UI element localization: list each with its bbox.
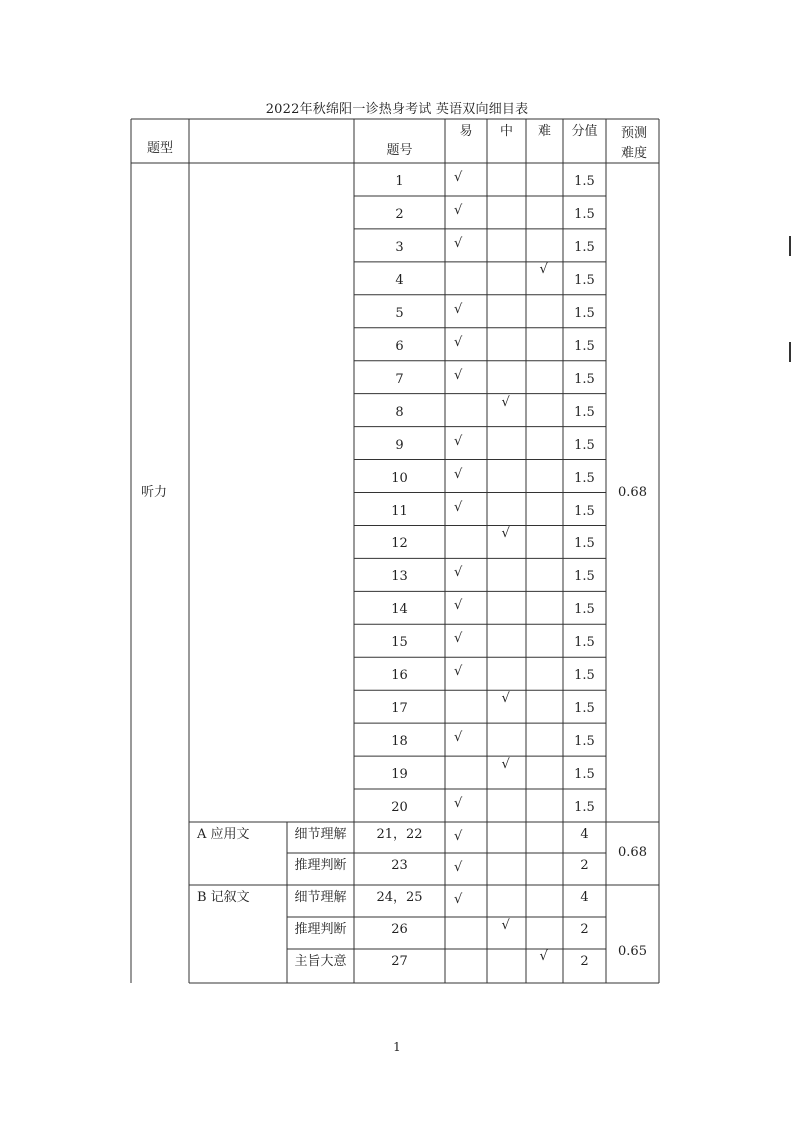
check-mark-easy: √ [454,367,463,383]
check-mark-easy: √ [454,664,463,680]
passage-b-label: B 记叙文 [197,890,250,905]
check-mark-easy: √ [454,202,463,218]
question-number: 7 [395,371,404,387]
question-number: 8 [395,404,404,420]
question-number: 1 [395,174,404,189]
question-score: 1.5 [574,635,595,651]
question-number: 21，22 [376,827,423,842]
question-score: 2 [580,858,589,873]
question-score: 1.5 [574,305,595,321]
question-number: 20 [391,800,408,816]
question-score: 1.5 [574,668,595,684]
question-number: 14 [391,602,408,618]
passage-b-difficulty: 0.65 [618,944,647,959]
question-number: 2 [395,206,404,222]
question-score: 1.5 [574,602,595,618]
question-number: 13 [391,569,408,585]
question-score: 1.5 [574,800,595,816]
skill-label: 推理判断 [294,922,347,937]
check-mark-easy: √ [454,860,463,875]
listening-difficulty: 0.68 [618,485,647,500]
question-number: 24，25 [376,890,423,905]
question-number: 11 [391,503,408,519]
skill-label: 推理判断 [294,858,347,873]
question-score: 1.5 [574,371,595,387]
header-type: 题型 [146,141,173,156]
question-number: 9 [395,437,404,453]
skill-label: 细节理解 [294,890,347,905]
question-score: 4 [580,890,589,905]
question-score: 1.5 [574,701,595,717]
question-number: 10 [391,470,408,486]
question-score: 1.5 [574,272,595,288]
skill-label: 细节理解 [294,827,347,842]
question-score: 1.5 [574,503,595,519]
check-mark-easy: √ [454,235,463,251]
question-score: 1.5 [574,734,595,750]
header-medium: 中 [499,124,513,139]
question-number: 15 [391,635,408,651]
question-score: 4 [580,827,589,842]
check-mark-medium: √ [501,394,510,410]
check-mark-medium: √ [501,757,510,773]
document-title: 2022年秋绵阳一诊热身考试 英语双向细目表 [265,102,529,117]
section-listening: 听力 [141,485,168,500]
question-score: 1.5 [574,338,595,354]
question-number: 4 [395,272,404,288]
question-number: 12 [391,536,408,552]
check-mark-easy: √ [454,499,463,515]
check-mark-easy: √ [454,796,463,812]
question-score: 1.5 [574,437,595,453]
check-mark-medium: √ [501,691,510,707]
header-hard: 难 [537,124,551,139]
question-number: 26 [391,922,408,937]
passage-a-difficulty: 0.68 [618,845,647,860]
question-score: 1.5 [574,470,595,486]
question-score: 1.5 [574,404,595,420]
question-number: 18 [391,734,408,750]
check-mark-medium: √ [501,918,510,933]
question-score: 1.5 [574,767,595,783]
header-score: 分值 [571,124,598,139]
edge-mark [789,236,791,256]
question-number: 5 [395,305,404,321]
question-score: 1.5 [574,239,595,255]
passage-a-label: A 应用文 [197,827,250,842]
question-score: 2 [580,922,589,937]
question-score: 1.5 [574,206,595,222]
check-mark-easy: √ [454,565,463,581]
header-number: 题号 [386,143,413,158]
question-number: 19 [391,767,408,783]
check-mark-easy: √ [454,829,463,844]
question-number: 17 [391,701,408,717]
question-number: 6 [395,338,404,354]
check-mark-easy: √ [454,730,463,746]
question-score: 1.5 [574,536,595,552]
question-score: 1.5 [574,569,595,585]
header-predicted: 预测难度 [620,126,647,161]
check-mark-easy: √ [454,466,463,482]
check-mark-easy: √ [454,334,463,350]
question-number: 16 [391,668,408,684]
header-easy: 易 [459,124,473,139]
check-mark-easy: √ [454,631,463,647]
check-mark-easy: √ [454,892,463,907]
question-number: 23 [391,858,408,873]
edge-mark [789,342,791,362]
skill-label: 主旨大意 [294,954,347,969]
check-mark-easy: √ [454,433,463,449]
question-number: 27 [391,954,408,969]
check-mark-hard: √ [539,261,548,277]
check-mark-easy: √ [454,598,463,614]
page-number: 1 [393,1040,401,1054]
question-score: 2 [580,954,589,969]
check-mark-easy: √ [454,170,463,185]
check-mark-hard: √ [539,949,548,964]
question-number: 3 [395,239,404,255]
check-mark-medium: √ [501,526,510,542]
question-score: 1.5 [574,174,595,189]
check-mark-easy: √ [454,301,463,317]
